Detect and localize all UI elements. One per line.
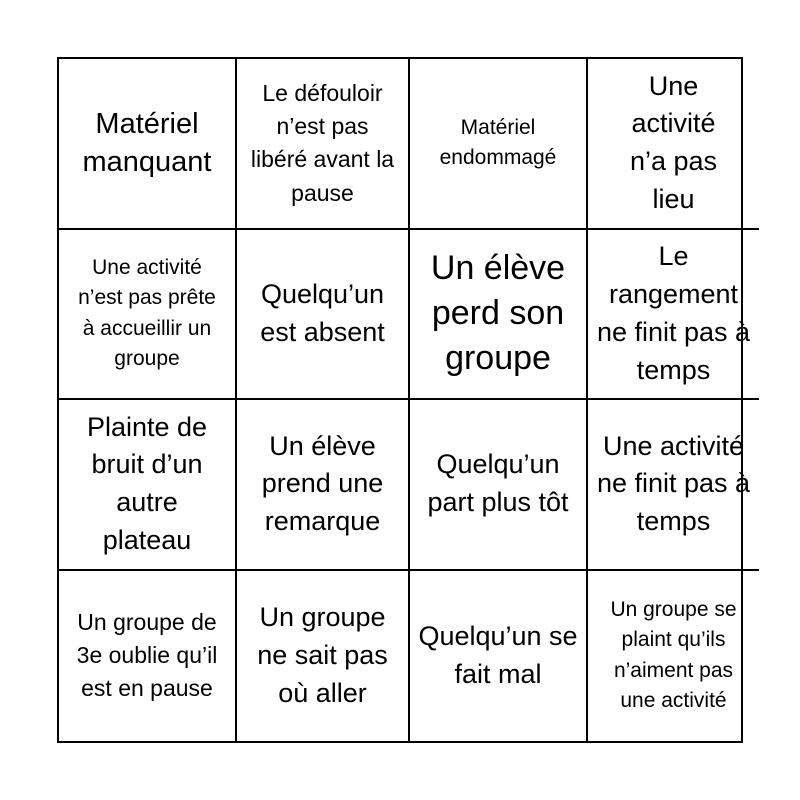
cell-text: Plainte de bruit d’un autre plateau [86, 411, 208, 556]
cell-text: Un groupe de 3e oublie qu’il est en pause [76, 608, 218, 702]
bingo-cell[interactable] [588, 59, 759, 230]
bingo-cell[interactable] [237, 571, 410, 742]
cell-text: Une activité n’est pas prête à accueillir un groupe [78, 255, 216, 371]
bingo-cell[interactable] [59, 571, 237, 742]
bingo-cell[interactable] [588, 571, 759, 742]
bingo-cell[interactable] [237, 59, 410, 230]
bingo-cell[interactable] [410, 230, 588, 401]
cell-text: Une activité ne finit pas à temps [596, 430, 751, 537]
bingo-cell[interactable] [59, 400, 237, 571]
bingo-cell[interactable] [237, 400, 410, 571]
bingo-cell[interactable] [588, 400, 759, 571]
cell-text: Quelqu’un se fait mal [418, 620, 578, 689]
bingo-cell[interactable] [59, 59, 237, 230]
cell-text: Un élève prend une remarque [261, 430, 384, 537]
cell-text: Le défouloir n’est pas libéré avant la pause [250, 79, 395, 206]
bingo-board [57, 57, 751, 743]
cell-text: Quelqu’un part plus tôt [427, 449, 569, 518]
cell-text: Matériel manquant [82, 107, 212, 179]
bingo-cell[interactable] [59, 230, 237, 401]
cell-text: Un élève perd son groupe [430, 248, 566, 378]
cell-text: Le rangement ne finit pas à temps [596, 241, 751, 385]
cell-text: Quelqu’un est absent [260, 278, 385, 347]
cell-text: Une activité n’a pas lieu [629, 70, 718, 215]
cell-text: Matériel endommagé [439, 115, 557, 170]
bingo-cell[interactable] [410, 571, 588, 742]
bingo-cell[interactable] [588, 230, 759, 401]
cell-text: Un groupe ne sait pas où aller [257, 602, 388, 708]
cell-text: Un groupe se plaint qu’ils n’aiment pas une activité [610, 597, 737, 713]
bingo-cell[interactable] [410, 400, 588, 571]
bingo-cell[interactable] [237, 230, 410, 401]
bingo-cell[interactable] [410, 59, 588, 230]
